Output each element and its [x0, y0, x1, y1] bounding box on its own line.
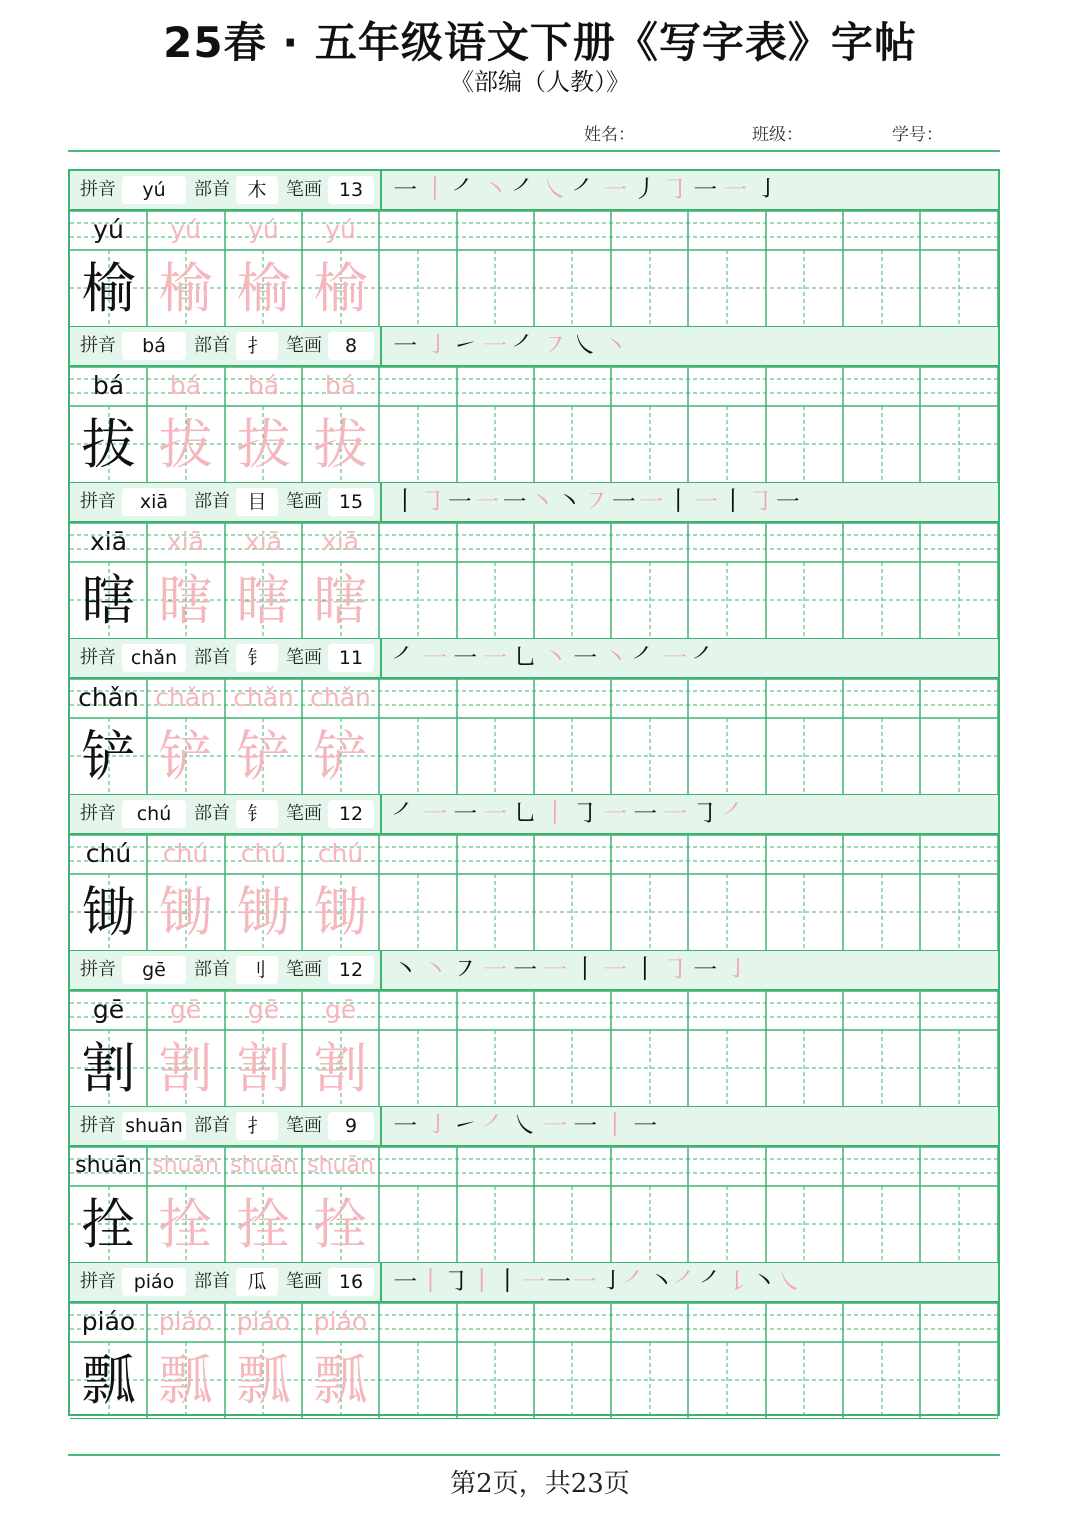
pinyin-trace: chǎn	[155, 683, 216, 712]
page-title: 25春 · 五年级语文下册《写字表》字帖	[163, 18, 917, 67]
character-info-bar	[70, 1263, 998, 1303]
pinyin-trace: chǎn	[233, 683, 294, 712]
stroke-count-value: 16	[328, 1268, 374, 1296]
stroke-step: ㇐	[473, 487, 500, 517]
stroke-step: ㇐	[631, 799, 658, 829]
stroke-step: ㇐	[631, 1111, 658, 1141]
radical-value: 钅	[236, 644, 278, 672]
pinyin-trace: xiā	[166, 527, 205, 556]
stroke-count-value: 15	[328, 488, 374, 516]
stroke-count-label: 笔画	[286, 1115, 322, 1136]
class-label: 班级：	[752, 125, 803, 145]
pinyin-trace: shuān	[307, 1153, 374, 1178]
pinyin-model: gē	[92, 995, 125, 1024]
stroke-step: ㇏	[541, 175, 568, 205]
name-label: 姓名：	[584, 125, 635, 145]
pinyin-trace: gē	[324, 995, 357, 1024]
pinyin-value: chú	[122, 800, 186, 828]
character-model: 拔	[81, 413, 136, 476]
character-block	[70, 795, 998, 951]
stroke-step: ㇐	[451, 643, 478, 673]
character-trace: 瞎	[158, 569, 213, 632]
stroke-count-label: 笔画	[286, 1271, 322, 1292]
stroke-step: ㇔	[528, 487, 555, 517]
character-info-bar	[70, 795, 998, 835]
pinyin-label: 拼音	[80, 803, 116, 824]
pinyin-trace: xiā	[321, 527, 360, 556]
character-model: 榆	[81, 257, 136, 320]
stroke-step: ㇐	[601, 175, 628, 205]
stroke-step: ㇒	[391, 643, 418, 673]
stroke-step: ㇒	[451, 175, 478, 205]
radical-label: 部首	[194, 803, 230, 824]
stroke-step: ㇏	[776, 1267, 803, 1297]
radical-label: 部首	[194, 1271, 230, 1292]
stroke-step: ㇓	[631, 175, 658, 205]
character-trace: 割	[158, 1037, 213, 1100]
stroke-step: ㇒	[622, 1267, 649, 1297]
stroke-step: ㇐	[446, 487, 473, 517]
pinyin-label: 拼音	[80, 179, 116, 200]
stroke-count-value: 13	[328, 176, 374, 204]
stroke-step: ㇆	[571, 799, 598, 829]
character-trace: 拔	[313, 413, 368, 476]
character-model: 瓢	[81, 1349, 136, 1412]
character-block	[70, 483, 998, 639]
character-trace: 锄	[313, 881, 368, 944]
pinyin-trace: piáo	[158, 1307, 213, 1336]
stroke-order-sequence	[380, 795, 994, 833]
pinyin-value: gē	[122, 956, 186, 984]
stroke-step: ㇔	[648, 1267, 675, 1297]
stroke-step: ㇐	[541, 1111, 568, 1141]
radical-label: 部首	[194, 647, 230, 668]
pinyin-label: 拼音	[80, 491, 116, 512]
stroke-step: ㇐	[481, 955, 508, 985]
character-trace: 瞎	[236, 569, 291, 632]
stroke-step: ㇒	[721, 799, 748, 829]
stroke-step: ㇒	[511, 331, 538, 361]
pinyin-value: bá	[122, 332, 186, 360]
page-number: 第2页，共23页	[450, 1469, 630, 1499]
stroke-step: 丨	[665, 487, 692, 517]
stroke-step: ㇀	[451, 331, 478, 361]
stroke-step: ㇐	[421, 643, 448, 673]
stroke-step: ㇒	[511, 175, 538, 205]
pinyin-trace: piáo	[236, 1307, 291, 1336]
radical-label: 部首	[194, 491, 230, 512]
pinyin-trace: bá	[247, 371, 280, 400]
stroke-step: ㇐	[451, 799, 478, 829]
pinyin-value: yú	[122, 176, 186, 204]
stroke-step: 丨	[541, 799, 568, 829]
stroke-step: ㇆	[691, 799, 718, 829]
stroke-step: ㇚	[421, 1111, 448, 1141]
stroke-step: ㇔	[391, 955, 418, 985]
character-model: 锄	[81, 881, 136, 944]
pinyin-model: piáo	[81, 1307, 136, 1336]
stroke-step: ㇐	[661, 799, 688, 829]
stroke-step: ㇐	[501, 487, 528, 517]
practice-sheet	[68, 169, 1000, 1416]
stroke-step: ㇙	[725, 1267, 752, 1297]
stroke-step: ㇔	[481, 175, 508, 205]
stroke-step: ㇐	[391, 331, 418, 361]
stroke-step: 丨	[631, 955, 658, 985]
stroke-step: 丨	[417, 1267, 444, 1297]
pinyin-model: chú	[85, 839, 132, 868]
pinyin-model: yú	[93, 215, 124, 244]
stroke-step: ㇐	[520, 1267, 547, 1297]
stroke-step: ㇐	[481, 799, 508, 829]
character-block	[70, 1263, 998, 1419]
stroke-count-value: 12	[328, 956, 374, 984]
stroke-step: ㇒	[631, 643, 658, 673]
stroke-step: 丨	[468, 1267, 495, 1297]
stroke-step: ㇒	[391, 799, 418, 829]
radical-value: 钅	[236, 800, 278, 828]
stroke-step: ㇐	[391, 1267, 418, 1297]
stroke-order-sequence	[380, 951, 994, 989]
radical-label: 部首	[194, 959, 230, 980]
pinyin-model: xiā	[89, 527, 128, 556]
stroke-step: ㇔	[541, 643, 568, 673]
character-trace: 铲	[313, 725, 368, 788]
character-block	[70, 171, 998, 327]
character-trace: 瞎	[313, 569, 368, 632]
character-model: 拴	[81, 1193, 136, 1256]
pinyin-trace: yú	[170, 215, 201, 244]
stroke-count-value: 12	[328, 800, 374, 828]
character-trace: 锄	[236, 881, 291, 944]
pinyin-value: chǎn	[122, 644, 186, 672]
radical-label: 部首	[194, 179, 230, 200]
character-trace: 铲	[158, 725, 213, 788]
top-divider	[68, 150, 1000, 152]
bottom-divider	[68, 1454, 1000, 1456]
stroke-step: ㇐	[481, 643, 508, 673]
stroke-step: ㇐	[421, 799, 448, 829]
stroke-step: ㇒	[691, 643, 718, 673]
character-block	[70, 951, 998, 1107]
pinyin-trace: chú	[317, 839, 364, 868]
stroke-step: ㇒	[699, 1267, 726, 1297]
character-trace: 铲	[236, 725, 291, 788]
stroke-step: ㇚	[421, 331, 448, 361]
pinyin-trace: chú	[162, 839, 209, 868]
stroke-step: 丨	[719, 487, 746, 517]
stroke-step: ㇐	[511, 955, 538, 985]
stroke-step: ㇐	[721, 175, 748, 205]
stroke-step: ㇚	[751, 175, 778, 205]
stroke-count-label: 笔画	[286, 647, 322, 668]
radical-value: 刂	[236, 956, 278, 984]
page-subtitle: 《部编（人教）》	[450, 68, 630, 96]
stroke-order-sequence	[380, 1107, 994, 1145]
character-trace: 锄	[158, 881, 213, 944]
stroke-step: 丨	[421, 175, 448, 205]
stroke-step: ㇔	[750, 1267, 777, 1297]
pinyin-trace: xiā	[244, 527, 283, 556]
character-trace: 榆	[313, 257, 368, 320]
character-info-bar	[70, 639, 998, 679]
radical-label: 部首	[194, 335, 230, 356]
character-trace: 拔	[158, 413, 213, 476]
stroke-step: ㇀	[451, 1111, 478, 1141]
stroke-step: ㇇	[451, 955, 478, 985]
pinyin-trace: shuān	[152, 1153, 219, 1178]
pinyin-trace: bá	[324, 371, 357, 400]
character-block	[70, 639, 998, 795]
stroke-order-sequence	[380, 639, 994, 677]
stroke-step: ㇐	[391, 175, 418, 205]
stroke-step: ㇐	[774, 487, 801, 517]
character-block	[70, 327, 998, 483]
stroke-step: ㇐	[541, 955, 568, 985]
character-trace: 瓢	[236, 1349, 291, 1412]
pinyin-label: 拼音	[80, 1271, 116, 1292]
stroke-step: ㇚	[596, 1267, 623, 1297]
stroke-step: ㇐	[571, 1111, 598, 1141]
character-trace: 榆	[236, 257, 291, 320]
stroke-step: ㇔	[601, 643, 628, 673]
stroke-step: ㇔	[555, 487, 582, 517]
character-trace: 瓢	[158, 1349, 213, 1412]
stroke-step: ㇆	[419, 487, 446, 517]
stroke-step: ㇐	[601, 955, 628, 985]
stroke-step: ㇔	[421, 955, 448, 985]
stroke-step: ㇏	[571, 331, 598, 361]
stroke-step: ㇟	[511, 799, 538, 829]
stroke-step: ㇆	[661, 955, 688, 985]
stroke-step: ㇐	[691, 955, 718, 985]
stroke-count-label: 笔画	[286, 335, 322, 356]
pinyin-trace: chú	[240, 839, 287, 868]
stroke-step: ㇆	[747, 487, 774, 517]
stroke-step: ㇒	[673, 1267, 700, 1297]
stroke-step: ㇐	[691, 175, 718, 205]
radical-label: 部首	[194, 1115, 230, 1136]
pinyin-value: xiā	[122, 488, 186, 516]
character-model: 铲	[81, 725, 136, 788]
stroke-step: ㇔	[601, 331, 628, 361]
stroke-order-sequence	[380, 327, 994, 365]
radical-value: 扌	[236, 1112, 278, 1140]
stroke-order-sequence	[380, 483, 994, 521]
stroke-step: ㇐	[571, 1267, 598, 1297]
character-trace: 割	[236, 1037, 291, 1100]
character-info-bar	[70, 171, 998, 211]
stroke-step: ㇐	[661, 643, 688, 673]
character-trace: 瓢	[313, 1349, 368, 1412]
character-trace: 割	[313, 1037, 368, 1100]
pinyin-model: bá	[92, 371, 125, 400]
stroke-count-label: 笔画	[286, 491, 322, 512]
stroke-step: ㇐	[545, 1267, 572, 1297]
stroke-step: ㇆	[661, 175, 688, 205]
stroke-step: ㇇	[541, 331, 568, 361]
pinyin-value: shuān	[122, 1112, 186, 1140]
stroke-order-sequence	[380, 1263, 994, 1301]
stroke-count-value: 11	[328, 644, 374, 672]
stroke-step: ㇒	[571, 175, 598, 205]
pinyin-trace: yú	[248, 215, 279, 244]
stroke-step: ㇐	[571, 643, 598, 673]
stroke-step: ㇒	[481, 1111, 508, 1141]
character-trace: 拴	[236, 1193, 291, 1256]
radical-value: 木	[236, 176, 278, 204]
character-trace: 拔	[236, 413, 291, 476]
pinyin-trace: piáo	[313, 1307, 368, 1336]
character-block	[70, 1107, 998, 1263]
stroke-step: ㇐	[637, 487, 664, 517]
stroke-step: 丨	[391, 487, 418, 517]
stroke-step: ㇐	[692, 487, 719, 517]
stroke-step: ㇐	[610, 487, 637, 517]
character-trace: 拴	[313, 1193, 368, 1256]
pinyin-model: chǎn	[78, 683, 139, 712]
pinyin-trace: bá	[169, 371, 202, 400]
radical-value: 瓜	[236, 1268, 278, 1296]
character-trace: 榆	[158, 257, 213, 320]
stroke-count-value: 8	[328, 332, 374, 360]
pinyin-label: 拼音	[80, 335, 116, 356]
stroke-step: ㇐	[481, 331, 508, 361]
character-info-bar	[70, 1107, 998, 1147]
radical-value: 目	[236, 488, 278, 516]
stroke-step: ㇇	[583, 487, 610, 517]
pinyin-label: 拼音	[80, 647, 116, 668]
stroke-step: ㇚	[721, 955, 748, 985]
stroke-step: 丨	[601, 1111, 628, 1141]
stroke-count-label: 笔画	[286, 959, 322, 980]
pinyin-trace: yú	[325, 215, 356, 244]
character-model: 瞎	[81, 569, 136, 632]
stroke-step: 丨	[494, 1267, 521, 1297]
pinyin-value: piáo	[122, 1268, 186, 1296]
stroke-step: 丨	[571, 955, 598, 985]
pinyin-trace: gē	[247, 995, 280, 1024]
pinyin-trace: chǎn	[310, 683, 371, 712]
radical-value: 扌	[236, 332, 278, 360]
pinyin-label: 拼音	[80, 1115, 116, 1136]
stroke-count-label: 笔画	[286, 803, 322, 824]
pinyin-label: 拼音	[80, 959, 116, 980]
stroke-count-label: 笔画	[286, 179, 322, 200]
character-info-bar	[70, 951, 998, 991]
stroke-step: ㇆	[443, 1267, 470, 1297]
pinyin-model: shuān	[75, 1153, 142, 1178]
stroke-count-value: 9	[328, 1112, 374, 1140]
stroke-step: ㇐	[391, 1111, 418, 1141]
character-model: 割	[81, 1037, 136, 1100]
student-number-label: 学号：	[892, 125, 943, 145]
stroke-step: ㇟	[511, 643, 538, 673]
stroke-step: ㇏	[511, 1111, 538, 1141]
pinyin-trace: gē	[169, 995, 202, 1024]
pinyin-trace: shuān	[230, 1153, 297, 1178]
character-info-bar	[70, 483, 998, 523]
character-trace: 拴	[158, 1193, 213, 1256]
stroke-step: ㇐	[601, 799, 628, 829]
stroke-order-sequence	[380, 171, 994, 209]
character-info-bar	[70, 327, 998, 367]
